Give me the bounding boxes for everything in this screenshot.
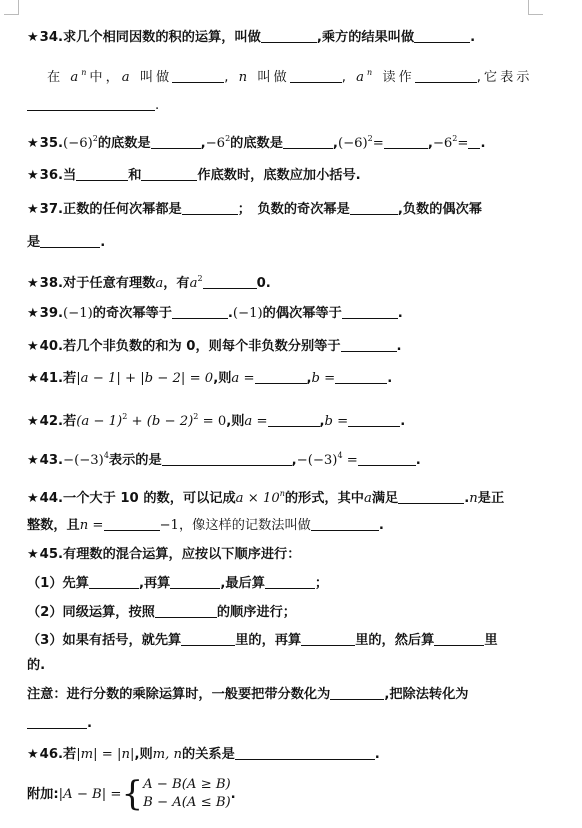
answer-blank[interactable] bbox=[348, 414, 400, 427]
answer-blank[interactable] bbox=[27, 716, 87, 729]
answer-blank[interactable] bbox=[398, 491, 464, 504]
question-number: 43. bbox=[39, 453, 64, 468]
question-number: 39. bbox=[39, 306, 64, 321]
answer-blank[interactable] bbox=[358, 453, 416, 466]
appendix-cases bbox=[143, 776, 231, 812]
appendix-case-1: A − B(A ≥ B) bbox=[143, 777, 231, 792]
question-40: ★40.若几个非负数的和为 0，则每个非负数分别等于 . bbox=[27, 339, 402, 354]
answer-blank[interactable] bbox=[350, 202, 398, 215]
answer-blank[interactable] bbox=[141, 168, 197, 181]
question-number: 41. bbox=[39, 371, 64, 386]
appendix-label: 附加: bbox=[27, 787, 59, 802]
question-number: 36. bbox=[39, 168, 64, 183]
answer-blank[interactable] bbox=[301, 633, 355, 646]
question-45-note: 注意：进行分数的乘除运算时，一般要把带分数化为 ,把除法转化为 bbox=[27, 687, 469, 702]
answer-blank[interactable] bbox=[268, 414, 320, 427]
question-number: 34. bbox=[39, 30, 64, 45]
star-icon: ★ bbox=[27, 276, 39, 291]
star-icon: ★ bbox=[27, 306, 39, 321]
star-icon: ★ bbox=[27, 747, 39, 762]
answer-blank[interactable] bbox=[265, 576, 315, 589]
question-44-line-2: 整数，且n = −1，像这样的记数法叫做 . bbox=[27, 518, 384, 533]
answer-blank[interactable] bbox=[341, 339, 397, 352]
answer-blank[interactable] bbox=[151, 136, 201, 149]
star-icon: ★ bbox=[27, 371, 39, 386]
question-34: ★34.求几个相同因数的积的运算，叫做 ,乘方的结果叫做 . bbox=[27, 30, 476, 45]
answer-blank[interactable] bbox=[182, 202, 238, 215]
star-icon: ★ bbox=[27, 202, 39, 217]
appendix-case-2: B − A(A ≤ B) bbox=[143, 795, 231, 810]
answer-blank[interactable] bbox=[203, 276, 257, 289]
question-38: ★38.对于任意有理数a，有$a^2$ 0. bbox=[27, 274, 271, 291]
question-45-step-2: （2）同级运算，按照 的顺序进行； bbox=[27, 605, 296, 620]
answer-blank[interactable] bbox=[261, 30, 317, 43]
question-45-step-3-cont: 的. bbox=[27, 658, 46, 673]
question-43: $★43.-(-3)^4$表示的是 $,-(-3)^4$ = . bbox=[27, 451, 421, 468]
answer-blank[interactable] bbox=[76, 168, 128, 181]
question-35: $★35.(-6)^2$的底数是 $,-6^2$的底数是 $,(-6)^2= ,-6^2=$ . bbox=[27, 134, 486, 151]
answer-blank[interactable] bbox=[155, 605, 217, 618]
star-icon: ★ bbox=[27, 339, 39, 354]
question-45-step-1: （1）先算 ,再算 ,最后算 ； bbox=[27, 576, 329, 591]
appendix-formula: 附加:|A − B| ={ A − B(A ≥ B) B − A(A ≤ B) . bbox=[27, 774, 236, 814]
question-number: 37. bbox=[39, 202, 64, 217]
answer-blank[interactable] bbox=[335, 371, 387, 384]
question-number: 40. bbox=[39, 339, 64, 354]
star-icon: ★ bbox=[27, 136, 39, 151]
question-36: ★36.当 和 作底数时，底数应加小括号. bbox=[27, 168, 361, 183]
answer-blank[interactable] bbox=[170, 576, 220, 589]
answer-blank[interactable] bbox=[172, 70, 224, 83]
page-corner-mark-left bbox=[4, 0, 19, 15]
star-icon: ★ bbox=[27, 414, 39, 429]
question-number: 45. bbox=[39, 547, 64, 562]
answer-blank[interactable] bbox=[172, 306, 228, 319]
answer-blank[interactable] bbox=[414, 30, 470, 43]
question-34-line-2: 在 $a^n$中，a 叫做 , n 叫做 , $a^n$ 读作 ,它表示 bbox=[47, 68, 533, 85]
answer-blank[interactable] bbox=[255, 371, 307, 384]
question-45: ★45.有理数的混合运算，应按以下顺序进行： bbox=[27, 547, 301, 562]
question-42: ★42.若$(a - 1)^2 + (b - 2)^2 = 0$,则a = ,b = . bbox=[27, 412, 406, 429]
brace-icon: { bbox=[121, 774, 144, 814]
appendix-lhs: |A − B| = bbox=[58, 787, 122, 802]
question-number: 35. bbox=[39, 136, 64, 151]
star-icon: ★ bbox=[27, 30, 39, 45]
answer-blank[interactable] bbox=[434, 633, 484, 646]
answer-blank[interactable] bbox=[342, 306, 398, 319]
answer-blank[interactable] bbox=[283, 136, 333, 149]
answer-blank[interactable] bbox=[104, 518, 160, 531]
answer-blank[interactable] bbox=[181, 633, 235, 646]
answer-blank[interactable] bbox=[162, 453, 292, 466]
answer-blank[interactable] bbox=[89, 576, 139, 589]
question-45-step-3: （3）如果有括号，就先算 里的，再算 里的，然后算 里 bbox=[27, 633, 498, 648]
star-icon: ★ bbox=[27, 453, 39, 468]
answer-blank[interactable] bbox=[235, 747, 375, 760]
question-34-line-3: . bbox=[27, 97, 559, 115]
question-46: ★46.若|m| = |n|,则m, n的关系是 . bbox=[27, 747, 380, 762]
star-icon: ★ bbox=[27, 168, 39, 183]
question-41: ★41.若|a − 1| + |b − 2| = 0,则a = ,b = . bbox=[27, 371, 393, 386]
question-number: 44. bbox=[39, 491, 64, 506]
answer-blank[interactable] bbox=[384, 136, 428, 149]
answer-blank[interactable] bbox=[330, 687, 384, 700]
question-44: ★44.一个大于 10 的数，可以记成$a \times 10^n$的形式，其中a满足 .n是正 bbox=[27, 489, 505, 506]
question-number: 46. bbox=[39, 747, 64, 762]
answer-blank[interactable] bbox=[27, 98, 155, 111]
answer-blank[interactable] bbox=[311, 518, 379, 531]
answer-blank[interactable] bbox=[290, 70, 342, 83]
question-37: ★37.正数的任何次幂都是 ； 负数的奇次幂是 ,负数的偶次幂 bbox=[27, 202, 482, 217]
star-icon: ★ bbox=[27, 491, 39, 506]
question-39: ★39.(−1)的奇次幂等于 .(−1)的偶次幂等于 . bbox=[27, 306, 403, 321]
answer-blank[interactable] bbox=[415, 70, 477, 83]
question-number: 38. bbox=[39, 276, 64, 291]
answer-blank[interactable] bbox=[468, 136, 480, 149]
question-45-note-line-2: . bbox=[27, 715, 559, 733]
question-37-line-2: 是 . bbox=[27, 235, 106, 250]
star-icon: ★ bbox=[27, 547, 39, 562]
question-number: 42. bbox=[39, 414, 64, 429]
answer-blank[interactable] bbox=[40, 235, 100, 248]
page-corner-mark-right bbox=[528, 0, 543, 15]
